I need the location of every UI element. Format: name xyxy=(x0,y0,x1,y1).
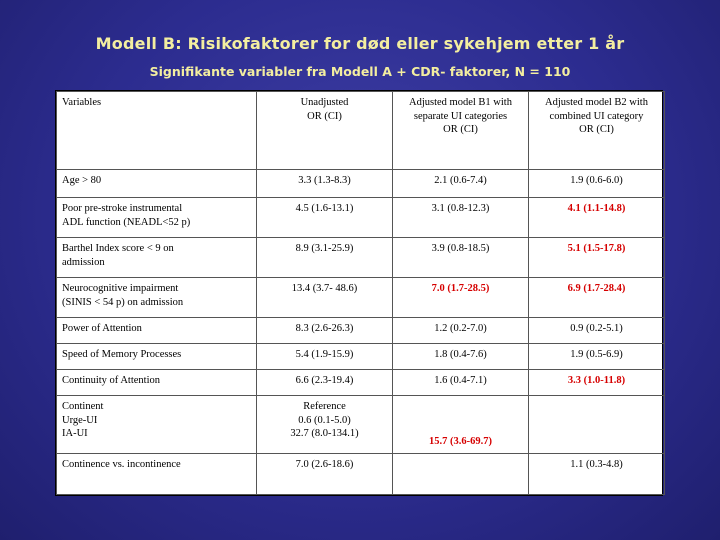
cell-b2-significant: 6.9 (1.7-28.4) xyxy=(529,278,665,318)
cell-unadjusted: 6.6 (2.3-19.4) xyxy=(257,370,393,396)
cell-b1 xyxy=(393,454,529,495)
table-row xyxy=(57,278,665,318)
results-table-container xyxy=(55,90,663,496)
cell-variable: Age > 80 xyxy=(57,170,257,198)
header-model-b1: Adjusted model B1 with separate UI categories OR (CI) xyxy=(393,92,529,170)
header-variables: Variables xyxy=(57,92,257,170)
cell-unadjusted: 5.4 (1.9-15.9) xyxy=(257,344,393,370)
cell-b1: 1.6 (0.4-7.1) xyxy=(393,370,529,396)
cell-b1-significant: 15.7 (3.6-69.7) xyxy=(393,396,529,454)
cell-b1: 2.1 (0.6-7.4) xyxy=(393,170,529,198)
table-row xyxy=(57,396,665,454)
table-row xyxy=(57,198,665,238)
cell-b2-significant: 3.3 (1.0-11.8) xyxy=(529,370,665,396)
cell-variable: Neurocognitive impairment (SINIS < 54 p) on admission xyxy=(57,278,257,318)
cell-b2: 1.9 (0.5-6.9) xyxy=(529,344,665,370)
cell-b2: 1.9 (0.6-6.0) xyxy=(529,170,665,198)
cell-b2-significant: 4.1 (1.1-14.8) xyxy=(529,198,665,238)
results-table xyxy=(56,91,665,495)
cell-variable: Poor pre-stroke instrumental ADL function (NEADL<52 p) xyxy=(57,198,257,238)
slide-title: Modell B: Risikofaktorer for død eller sykehjem etter 1 år xyxy=(95,34,625,53)
cell-b1: 3.9 (0.8-18.5) xyxy=(393,238,529,278)
table-row xyxy=(57,170,665,198)
cell-b2 xyxy=(529,396,665,454)
cell-unadjusted: 7.0 (2.6-18.6) xyxy=(257,454,393,495)
cell-unadjusted: 8.3 (2.6-26.3) xyxy=(257,318,393,344)
cell-unadjusted: Reference 0.6 (0.1-5.0) 32.7 (8.0-134.1) xyxy=(257,396,393,454)
cell-variable: Continuity of Attention xyxy=(57,370,257,396)
table-row xyxy=(57,454,665,495)
table-row xyxy=(57,238,665,278)
table-row xyxy=(57,318,665,344)
header-model-b2: Adjusted model B2 with combined UI category OR (CI) xyxy=(529,92,665,170)
header-unadjusted: Unadjusted OR (CI) xyxy=(257,92,393,170)
cell-b1: 1.8 (0.4-7.6) xyxy=(393,344,529,370)
cell-b1: 3.1 (0.8-12.3) xyxy=(393,198,529,238)
cell-variable: Continence vs. incontinence xyxy=(57,454,257,495)
cell-variable: Speed of Memory Processes xyxy=(57,344,257,370)
cell-b1-significant: 7.0 (1.7-28.5) xyxy=(393,278,529,318)
cell-unadjusted: 3.3 (1.3-8.3) xyxy=(257,170,393,198)
table-row xyxy=(57,344,665,370)
cell-b2: 1.1 (0.3-4.8) xyxy=(529,454,665,495)
cell-b2-significant: 5.1 (1.5-17.8) xyxy=(529,238,665,278)
cell-unadjusted: 8.9 (3.1-25.9) xyxy=(257,238,393,278)
cell-unadjusted: 4.5 (1.6-13.1) xyxy=(257,198,393,238)
cell-b1: 1.2 (0.2-7.0) xyxy=(393,318,529,344)
header-row xyxy=(57,92,665,170)
cell-b2: 0.9 (0.2-5.1) xyxy=(529,318,665,344)
cell-variable: Continent Urge-UI IA-UI xyxy=(57,396,257,454)
cell-unadjusted: 13.4 (3.7- 48.6) xyxy=(257,278,393,318)
table-row xyxy=(57,370,665,396)
cell-variable: Barthel Index score < 9 on admission xyxy=(57,238,257,278)
slide-subtitle: Signifikante variabler fra Modell A + CDR- faktorer, N = 110 xyxy=(149,64,571,79)
cell-variable: Power of Attention xyxy=(57,318,257,344)
